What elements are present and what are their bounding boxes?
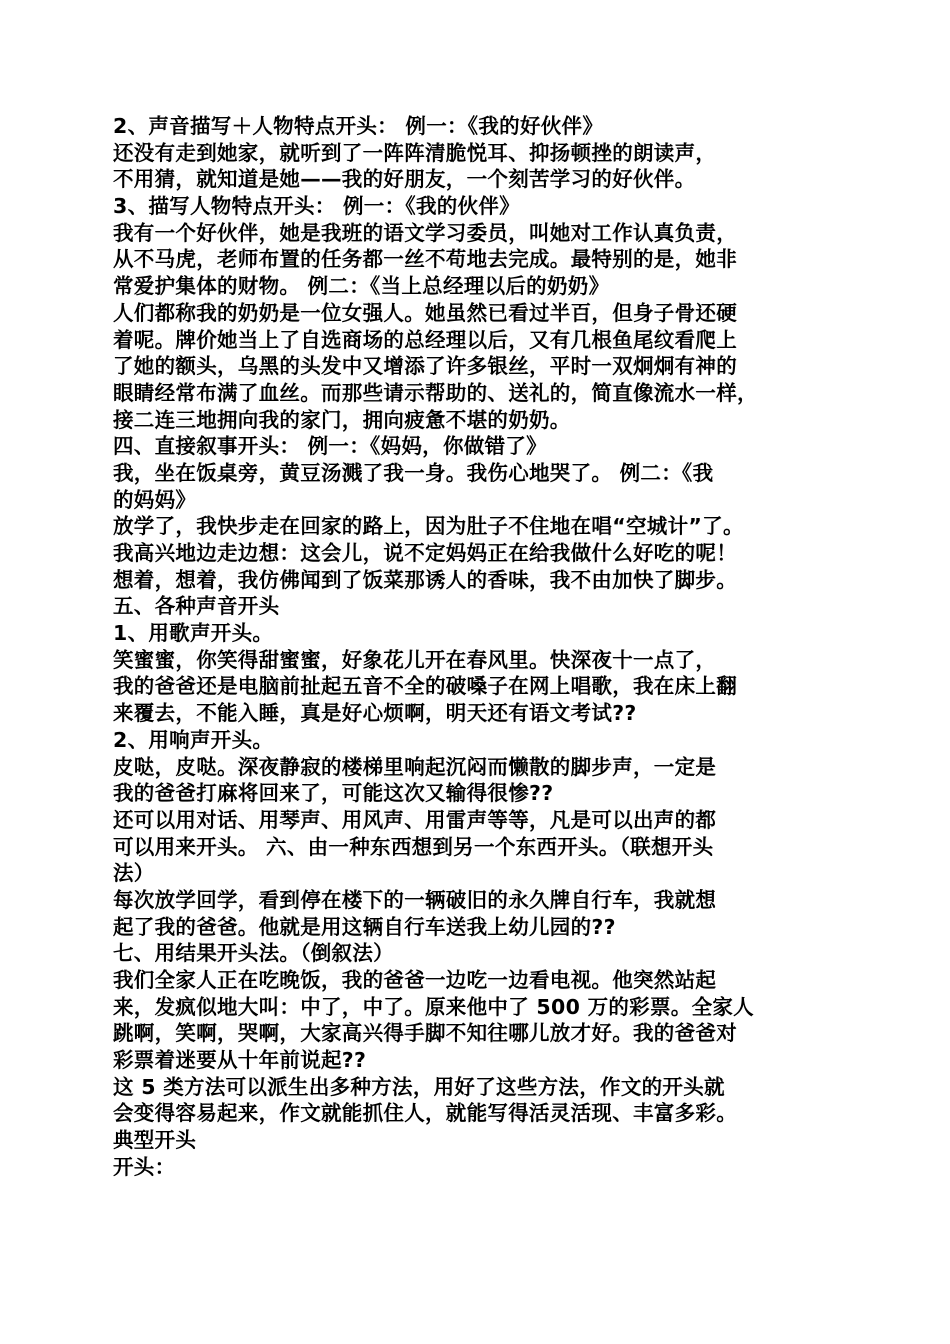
text-line: 我高兴地边走边想：这会儿，说不定妈妈正在给我做什么好吃的呢！ [113, 541, 737, 565]
text-line: 2、声音描写＋人物特点开头： 例一：《我的好伙伴》 [113, 114, 604, 138]
text-line: 笑蜜蜜，你笑得甜蜜蜜，好象花儿开在春风里。快深夜十一点了， [113, 647, 717, 672]
text-line: 我的爸爸打麻将回来了，可能这次又输得很惨?? [113, 781, 554, 806]
text-line: 典型开头 [113, 1128, 197, 1153]
text-line: 常爱护集体的财物。 例二：《当上总经理以后的奶奶》 [113, 274, 610, 299]
text-line: 五、各种声音开头 [113, 594, 280, 619]
text-line: 还没有走到她家，就听到了一阵阵清脆悦耳、抑扬顿挫的朗读声， [113, 140, 717, 165]
text-line: 起了我的爸爸。他就是用这辆自行车送我上幼儿园的?? [113, 914, 616, 939]
document-body [113, 113, 845, 1181]
text-line: 皮哒，皮哒。深夜静寂的楼梯里响起沉闷而懒散的脚步声，一定是 [113, 754, 717, 779]
text-line: 四、直接叙事开头： 例一：《妈妈，你做错了》 [113, 434, 547, 459]
text-line: 跳啊，笑啊，哭啊，大家高兴得手脚不知往哪儿放才好。我的爸爸对 [113, 1021, 737, 1046]
text-line: 接二连三地拥向我的家门，拥向疲惫不堪的奶奶。 [113, 407, 571, 432]
text-line: 放学了，我快步走在回家的路上，因为肚子不住地在唱“空城计”了。 [113, 514, 744, 539]
text-line: 的妈妈》 [113, 487, 197, 512]
text-line: 从不马虎，老师布置的任务都一丝不苟地去完成。最特别的是，她非 [113, 247, 737, 272]
text-line: 想着，想着，我仿佛闻到了饭菜那诱人的香味，我不由加快了脚步。 [113, 567, 737, 592]
text-line: 2、用响声开头。 [113, 727, 274, 752]
text-line: 眼睛经常布满了血丝。而那些请示帮助的、送礼的，简直像流水一样， [113, 380, 758, 405]
text-line: 人们都称我的奶奶是一位女强人。她虽然已看过半百，但身子骨还硬 [113, 300, 737, 325]
text-line: 我的爸爸还是电脑前扯起五音不全的破嗓子在网上唱歌，我在床上翻 [113, 674, 737, 699]
text-line: 这 5 类方法可以派生出多种方法，用好了这些方法，作文的开头就 [113, 1074, 725, 1099]
text-line: 1、用歌声开头。 [113, 621, 274, 646]
text-line: 可以用来开头。 六、由一种东西想到另一个东西开头。（联想开头 [113, 834, 714, 859]
text-line: 开头： [113, 1154, 176, 1179]
text-line: 我们全家人正在吃晚饭，我的爸爸一边吃一边看电视。他突然站起 [113, 968, 717, 992]
text-line: 不用猜，就知道是她——我的好朋友，一个刻苦学习的好伙伴。 [113, 167, 696, 192]
text-line: 3、描写人物特点开头： 例一：《我的伙伴》 [113, 194, 520, 219]
text-line: 每次放学回学，看到停在楼下的一辆破旧的永久牌自行车，我就想 [113, 887, 717, 912]
text-line: 七、用结果开头法。（倒叙法） [113, 941, 394, 966]
text-line: 彩票着迷要从十年前说起?? [113, 1048, 367, 1073]
text-line: 着呢。牌价她当上了自选商场的总经理以后，又有几根鱼尾纹看爬上 [113, 327, 737, 352]
text-line: 法） [113, 861, 155, 886]
text-line: 来，发疯似地大叫：中了，中了。原来他中了 500 万的彩票。全家人 [113, 994, 754, 1019]
text-line: 还可以用对话、用琴声、用风声、用雷声等等，凡是可以出声的都 [113, 807, 717, 832]
text-line: 我有一个好伙伴，她是我班的语文学习委员，叫她对工作认真负责， [113, 220, 737, 245]
text-line: 了她的额头，乌黑的头发中又增添了许多银丝，平时一双炯炯有神的 [113, 354, 737, 379]
text-line: 我，坐在饭桌旁，黄豆汤溅了我一身。我伤心地哭了。 例二：《我 [113, 460, 714, 485]
text-line: 会变得容易起来，作文就能抓住人，就能写得活灵活现、丰富多彩。 [113, 1101, 737, 1126]
text-line: 来覆去，不能入睡，真是好心烦啊，明天还有语文考试?? [113, 701, 637, 726]
